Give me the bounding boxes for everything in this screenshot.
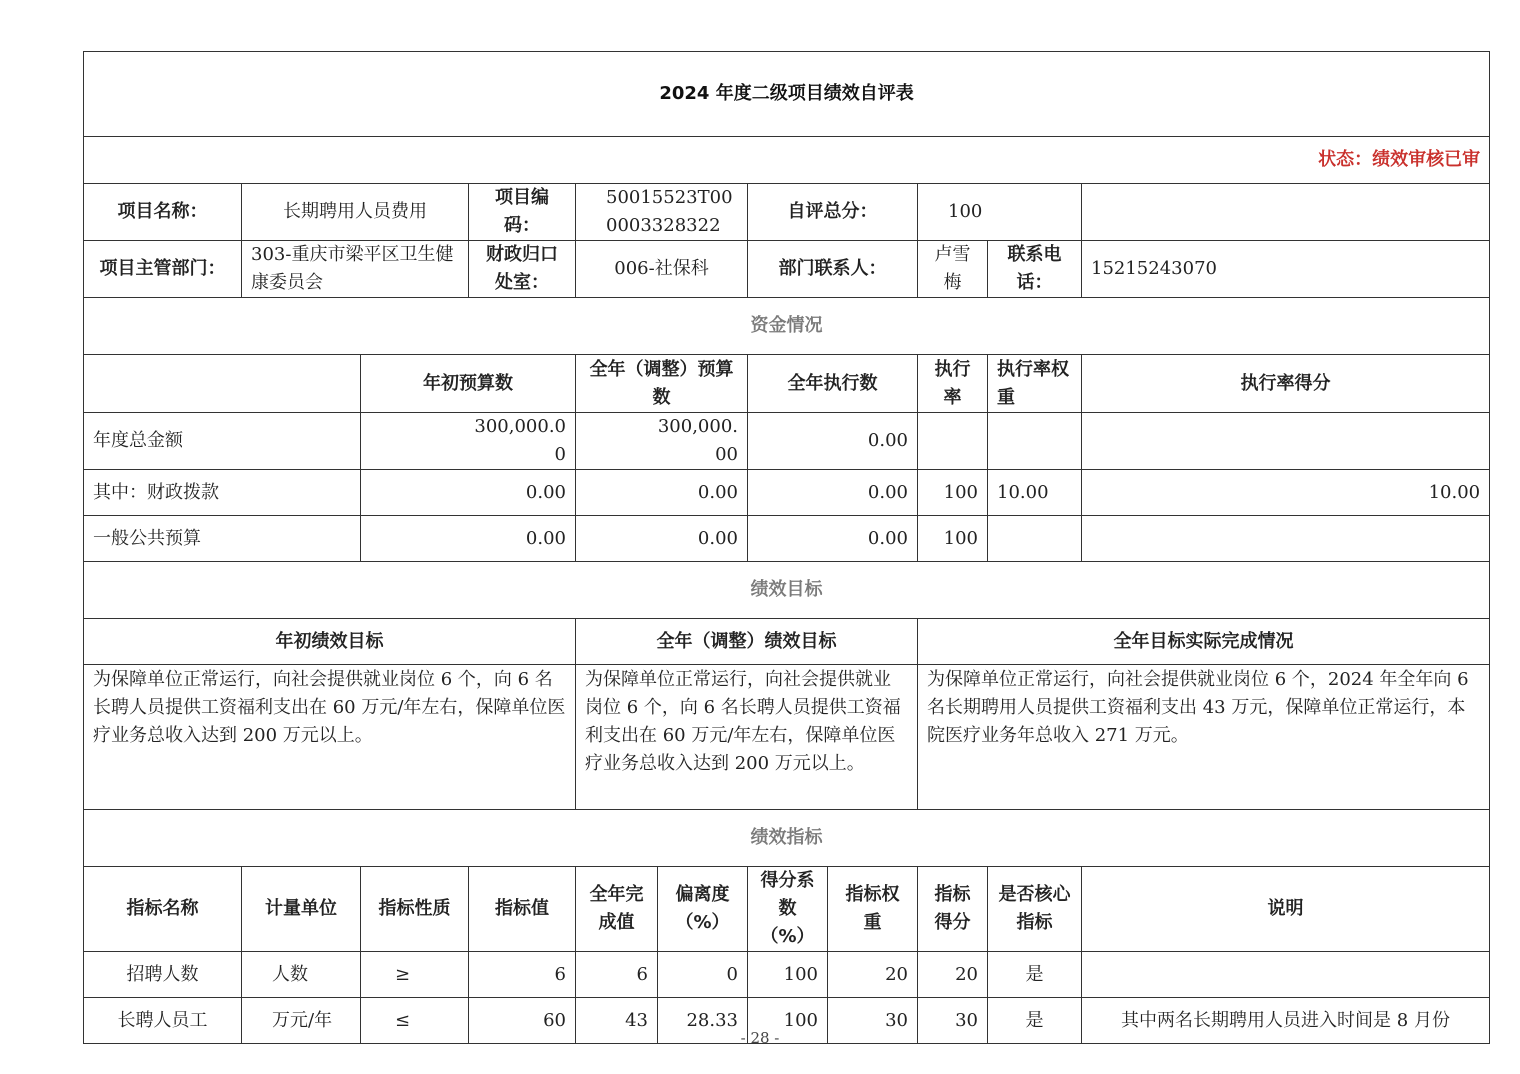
indicator-value: 6 — [469, 952, 576, 998]
funds-row-adjusted: 0.00 — [576, 470, 748, 516]
funds-header-rate: 执行率 — [918, 355, 988, 413]
ind-header-coef: 得分系数（%） — [748, 867, 828, 952]
funds-row-adjusted: 300,000.00 — [576, 413, 748, 470]
funds-row-score — [1082, 516, 1490, 562]
ind-header-value: 指标值 — [469, 867, 576, 952]
contact-value: 卢雪梅 — [918, 241, 988, 298]
ind-header-score: 指标得分 — [918, 867, 988, 952]
indicator-score: 20 — [918, 952, 988, 998]
funds-row-weight — [988, 516, 1082, 562]
phone-label: 联系电话： — [988, 241, 1082, 298]
score-value: 100 — [918, 184, 1082, 241]
funds-row-weight: 10.00 — [988, 470, 1082, 516]
status-label: 状态：绩效审核已审 — [84, 137, 1490, 184]
indicator-note — [1082, 952, 1490, 998]
funds-header-blank — [84, 355, 361, 413]
indicator-nature: ≥ — [361, 952, 469, 998]
indicators-section-title: 绩效指标 — [84, 810, 1490, 867]
dept-label: 项目主管部门： — [84, 241, 242, 298]
indicator-coef: 100 — [748, 998, 828, 1044]
ind-header-deviation: 偏离度（%） — [658, 867, 748, 952]
indicator-unit: 万元/年 — [242, 998, 361, 1044]
indicator-core: 是 — [988, 998, 1082, 1044]
dept-value: 303-重庆市梁平区卫生健康委员会 — [242, 241, 469, 298]
funds-row — [84, 413, 1490, 470]
indicator-unit: 人数 — [242, 952, 361, 998]
goals-actual-text: 为保障单位正常运行，向社会提供就业岗位 6 个，2024 年全年向 6 名长期聘用人员提供工资福利支出 43 万元，保障单位正常运行，本院医疗业务年总收入 271 万元。 — [918, 665, 1490, 810]
funds-row-executed: 0.00 — [748, 516, 918, 562]
ind-header-note: 说明 — [1082, 867, 1490, 952]
ind-header-core: 是否核心指标 — [988, 867, 1082, 952]
funds-row-executed: 0.00 — [748, 470, 918, 516]
project-name-label: 项目名称： — [84, 184, 242, 241]
goals-initial-text: 为保障单位正常运行，向社会提供就业岗位 6 个，向 6 名长聘人员提供工资福利支出在 60 万元/年左右，保障单位医疗业务总收入达到 200 万元以上。 — [84, 665, 576, 810]
indicator-row — [84, 952, 1490, 998]
project-code-label: 项目编码： — [469, 184, 576, 241]
indicator-score: 30 — [918, 998, 988, 1044]
indicator-note: 其中两名长期聘用人员进入时间是 8 月份 — [1082, 998, 1490, 1044]
indicator-name: 招聘人数 — [84, 952, 242, 998]
project-name-value: 长期聘用人员费用 — [242, 184, 469, 241]
goals-header-actual: 全年目标实际完成情况 — [918, 619, 1490, 665]
indicators-table — [83, 866, 1490, 1044]
goals-header-adjusted: 全年（调整）绩效目标 — [576, 619, 918, 665]
performance-table — [83, 51, 1490, 867]
indicator-weight: 20 — [828, 952, 918, 998]
funds-row-name: 年度总金额 — [84, 413, 361, 470]
funds-row-score: 10.00 — [1082, 470, 1490, 516]
ind-header-name: 指标名称 — [84, 867, 242, 952]
funds-header-adjusted: 全年（调整）预算数 — [576, 355, 748, 413]
goals-header-initial: 年初绩效目标 — [84, 619, 576, 665]
funds-row-initial: 0.00 — [361, 516, 576, 562]
funds-row-rate: 100 — [918, 516, 988, 562]
funds-row-name: 其中：财政拨款 — [84, 470, 361, 516]
funds-row — [84, 516, 1490, 562]
ind-header-unit: 计量单位 — [242, 867, 361, 952]
indicator-weight: 30 — [828, 998, 918, 1044]
funds-header-weight: 执行率权重 — [988, 355, 1082, 413]
finance-value: 006-社保科 — [576, 241, 748, 298]
indicator-core: 是 — [988, 952, 1082, 998]
funds-row-initial: 300,000.00 — [361, 413, 576, 470]
ind-header-weight: 指标权重 — [828, 867, 918, 952]
indicator-deviation: 0 — [658, 952, 748, 998]
ind-header-nature: 指标性质 — [361, 867, 469, 952]
contact-label: 部门联系人： — [748, 241, 918, 298]
funds-row — [84, 470, 1490, 516]
empty-cell — [1082, 184, 1490, 241]
indicator-done: 43 — [576, 998, 658, 1044]
funds-row-adjusted: 0.00 — [576, 516, 748, 562]
goals-section-title: 绩效目标 — [84, 562, 1490, 619]
indicator-value: 60 — [469, 998, 576, 1044]
indicator-coef: 100 — [748, 952, 828, 998]
page-title: 2024 年度二级项目绩效自评表 — [84, 52, 1490, 137]
funds-row-weight — [988, 413, 1082, 470]
funds-row-name: 一般公共预算 — [84, 516, 361, 562]
funds-row-rate: 100 — [918, 470, 988, 516]
finance-label: 财政归口处室： — [469, 241, 576, 298]
page-number: - 28 - — [740, 1029, 780, 1047]
funds-header-initial: 年初预算数 — [361, 355, 576, 413]
funds-header-score: 执行率得分 — [1082, 355, 1490, 413]
goals-adjusted-text: 为保障单位正常运行，向社会提供就业岗位 6 个，向 6 名长聘人员提供工资福利支出在 60 万元/年左右，保障单位医疗业务总收入达到 200 万元以上。 — [576, 665, 918, 810]
funds-row-initial: 0.00 — [361, 470, 576, 516]
funds-row-score — [1082, 413, 1490, 470]
project-code-value: 50015523T000003328322 — [576, 184, 748, 241]
funds-row-executed: 0.00 — [748, 413, 918, 470]
funds-row-rate — [918, 413, 988, 470]
phone-value: 15215243070 — [1082, 241, 1490, 298]
indicator-deviation: 28.33 — [658, 998, 748, 1044]
indicator-nature: ≤ — [361, 998, 469, 1044]
indicator-name: 长聘人员工 — [84, 998, 242, 1044]
funds-header-executed: 全年执行数 — [748, 355, 918, 413]
ind-header-done: 全年完成值 — [576, 867, 658, 952]
score-label: 自评总分： — [748, 184, 918, 241]
indicator-done: 6 — [576, 952, 658, 998]
funds-section-title: 资金情况 — [84, 298, 1490, 355]
